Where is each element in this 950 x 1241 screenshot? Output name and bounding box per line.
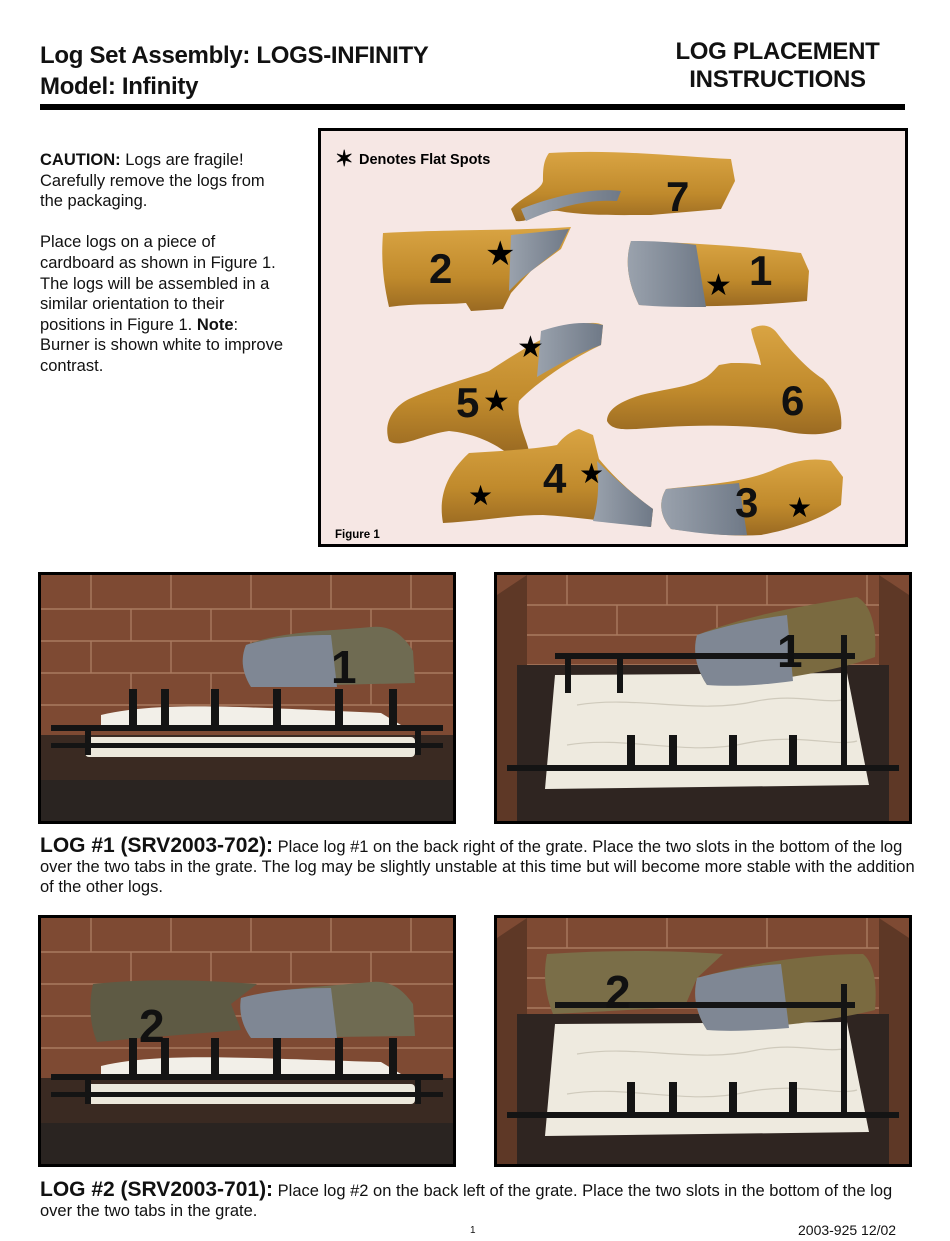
step-1-lead: LOG #1 (SRV2003-702): xyxy=(40,834,274,857)
photo-log-number: 1 xyxy=(331,641,357,693)
flat-spot-legend-star-icon: ✶ xyxy=(335,146,354,171)
title-line-assembly: Log Set Assembly: LOGS-INFINITY xyxy=(40,42,429,69)
fireplace-photo-log2-angled xyxy=(497,918,909,1164)
caution-paragraph xyxy=(40,150,290,212)
photo-log-number: 2 xyxy=(139,1000,165,1052)
document-title xyxy=(40,40,429,102)
flat-spot-star-icon: ★ xyxy=(705,269,732,302)
flat-spot-star-icon: ★ xyxy=(468,480,494,511)
log-2 xyxy=(382,227,571,311)
photo-log2-front-view xyxy=(38,915,456,1167)
flat-spot-star-icon: ★ xyxy=(579,458,605,489)
step-1-caption xyxy=(40,836,915,897)
flat-spot-star-icon: ★ xyxy=(517,331,544,364)
photo-log2-angled-view xyxy=(494,915,912,1167)
step-2-text: Place log #2 on the back left of the grate. Place the two slots in the bottom of the log over the two tabs in the grate. xyxy=(40,1182,893,1220)
intro-text xyxy=(40,150,290,397)
log-4 xyxy=(442,429,653,527)
photo-log1-angled-view xyxy=(494,572,912,824)
document-code: 2003-925 12/02 xyxy=(798,1222,897,1238)
photo-log-number: 1 xyxy=(777,625,803,677)
flat-spot-star-icon: ★ xyxy=(483,385,510,418)
figure-label: Figure 1 xyxy=(335,529,380,541)
legend-text: Denotes Flat Spots xyxy=(359,152,491,168)
heading-line-2: INSTRUCTIONS xyxy=(689,66,866,93)
photo-log1-front-view xyxy=(38,572,456,824)
page-number: 1 xyxy=(470,1225,476,1236)
log-number-1: 1 xyxy=(749,247,773,294)
log-6 xyxy=(607,326,841,435)
step-1-text: Place log #1 on the back right of the grate. Place the two slots in the bottom of the log over the two tabs in the grate. The log may be slightly unstable at this time but will become more stable with the addition of the other logs. xyxy=(40,838,915,896)
log-number-4: 4 xyxy=(543,455,567,502)
title-line-model: Model: Infinity xyxy=(40,73,199,100)
fireplace-photo-log1-angled xyxy=(497,575,909,821)
placement-paragraph xyxy=(40,232,290,376)
flat-spot-star-icon: ★ xyxy=(787,492,813,523)
step-2-caption xyxy=(40,1180,915,1221)
photo-log-number: 2 xyxy=(605,966,631,1018)
log-number-6: 6 xyxy=(781,377,805,424)
flat-spot-star-icon: ★ xyxy=(485,235,516,273)
figure-1-illustration xyxy=(321,131,905,544)
fireplace-photo-log2-front xyxy=(41,918,453,1164)
header-rule xyxy=(40,104,905,110)
log-3 xyxy=(661,459,843,535)
log-1 xyxy=(628,241,809,307)
figure-1-log-layout xyxy=(318,128,908,547)
step-2-lead: LOG #2 (SRV2003-701): xyxy=(40,1178,274,1201)
note-label: Note xyxy=(196,315,234,334)
log-number-2: 2 xyxy=(429,245,453,292)
log-7 xyxy=(511,152,735,221)
fireplace-photo-log1-front xyxy=(41,575,453,821)
caution-label: CAUTION: xyxy=(40,151,121,169)
caution-text: Logs are fragile! Carefully remove the logs from the packaging. xyxy=(40,151,265,211)
heading-line-1: LOG PLACEMENT xyxy=(675,38,880,65)
log-number-5: 5 xyxy=(456,379,480,426)
instructions-heading xyxy=(640,38,915,94)
log-number-7: 7 xyxy=(666,173,690,220)
placement-text: Place logs on a piece of cardboard as shown in Figure 1. The logs will be assembled in a similar orientation to their positions in Figure 1. xyxy=(40,233,276,334)
log-number-3: 3 xyxy=(735,479,759,526)
note-text: : Burner is shown white to improve contrast. xyxy=(40,315,284,375)
